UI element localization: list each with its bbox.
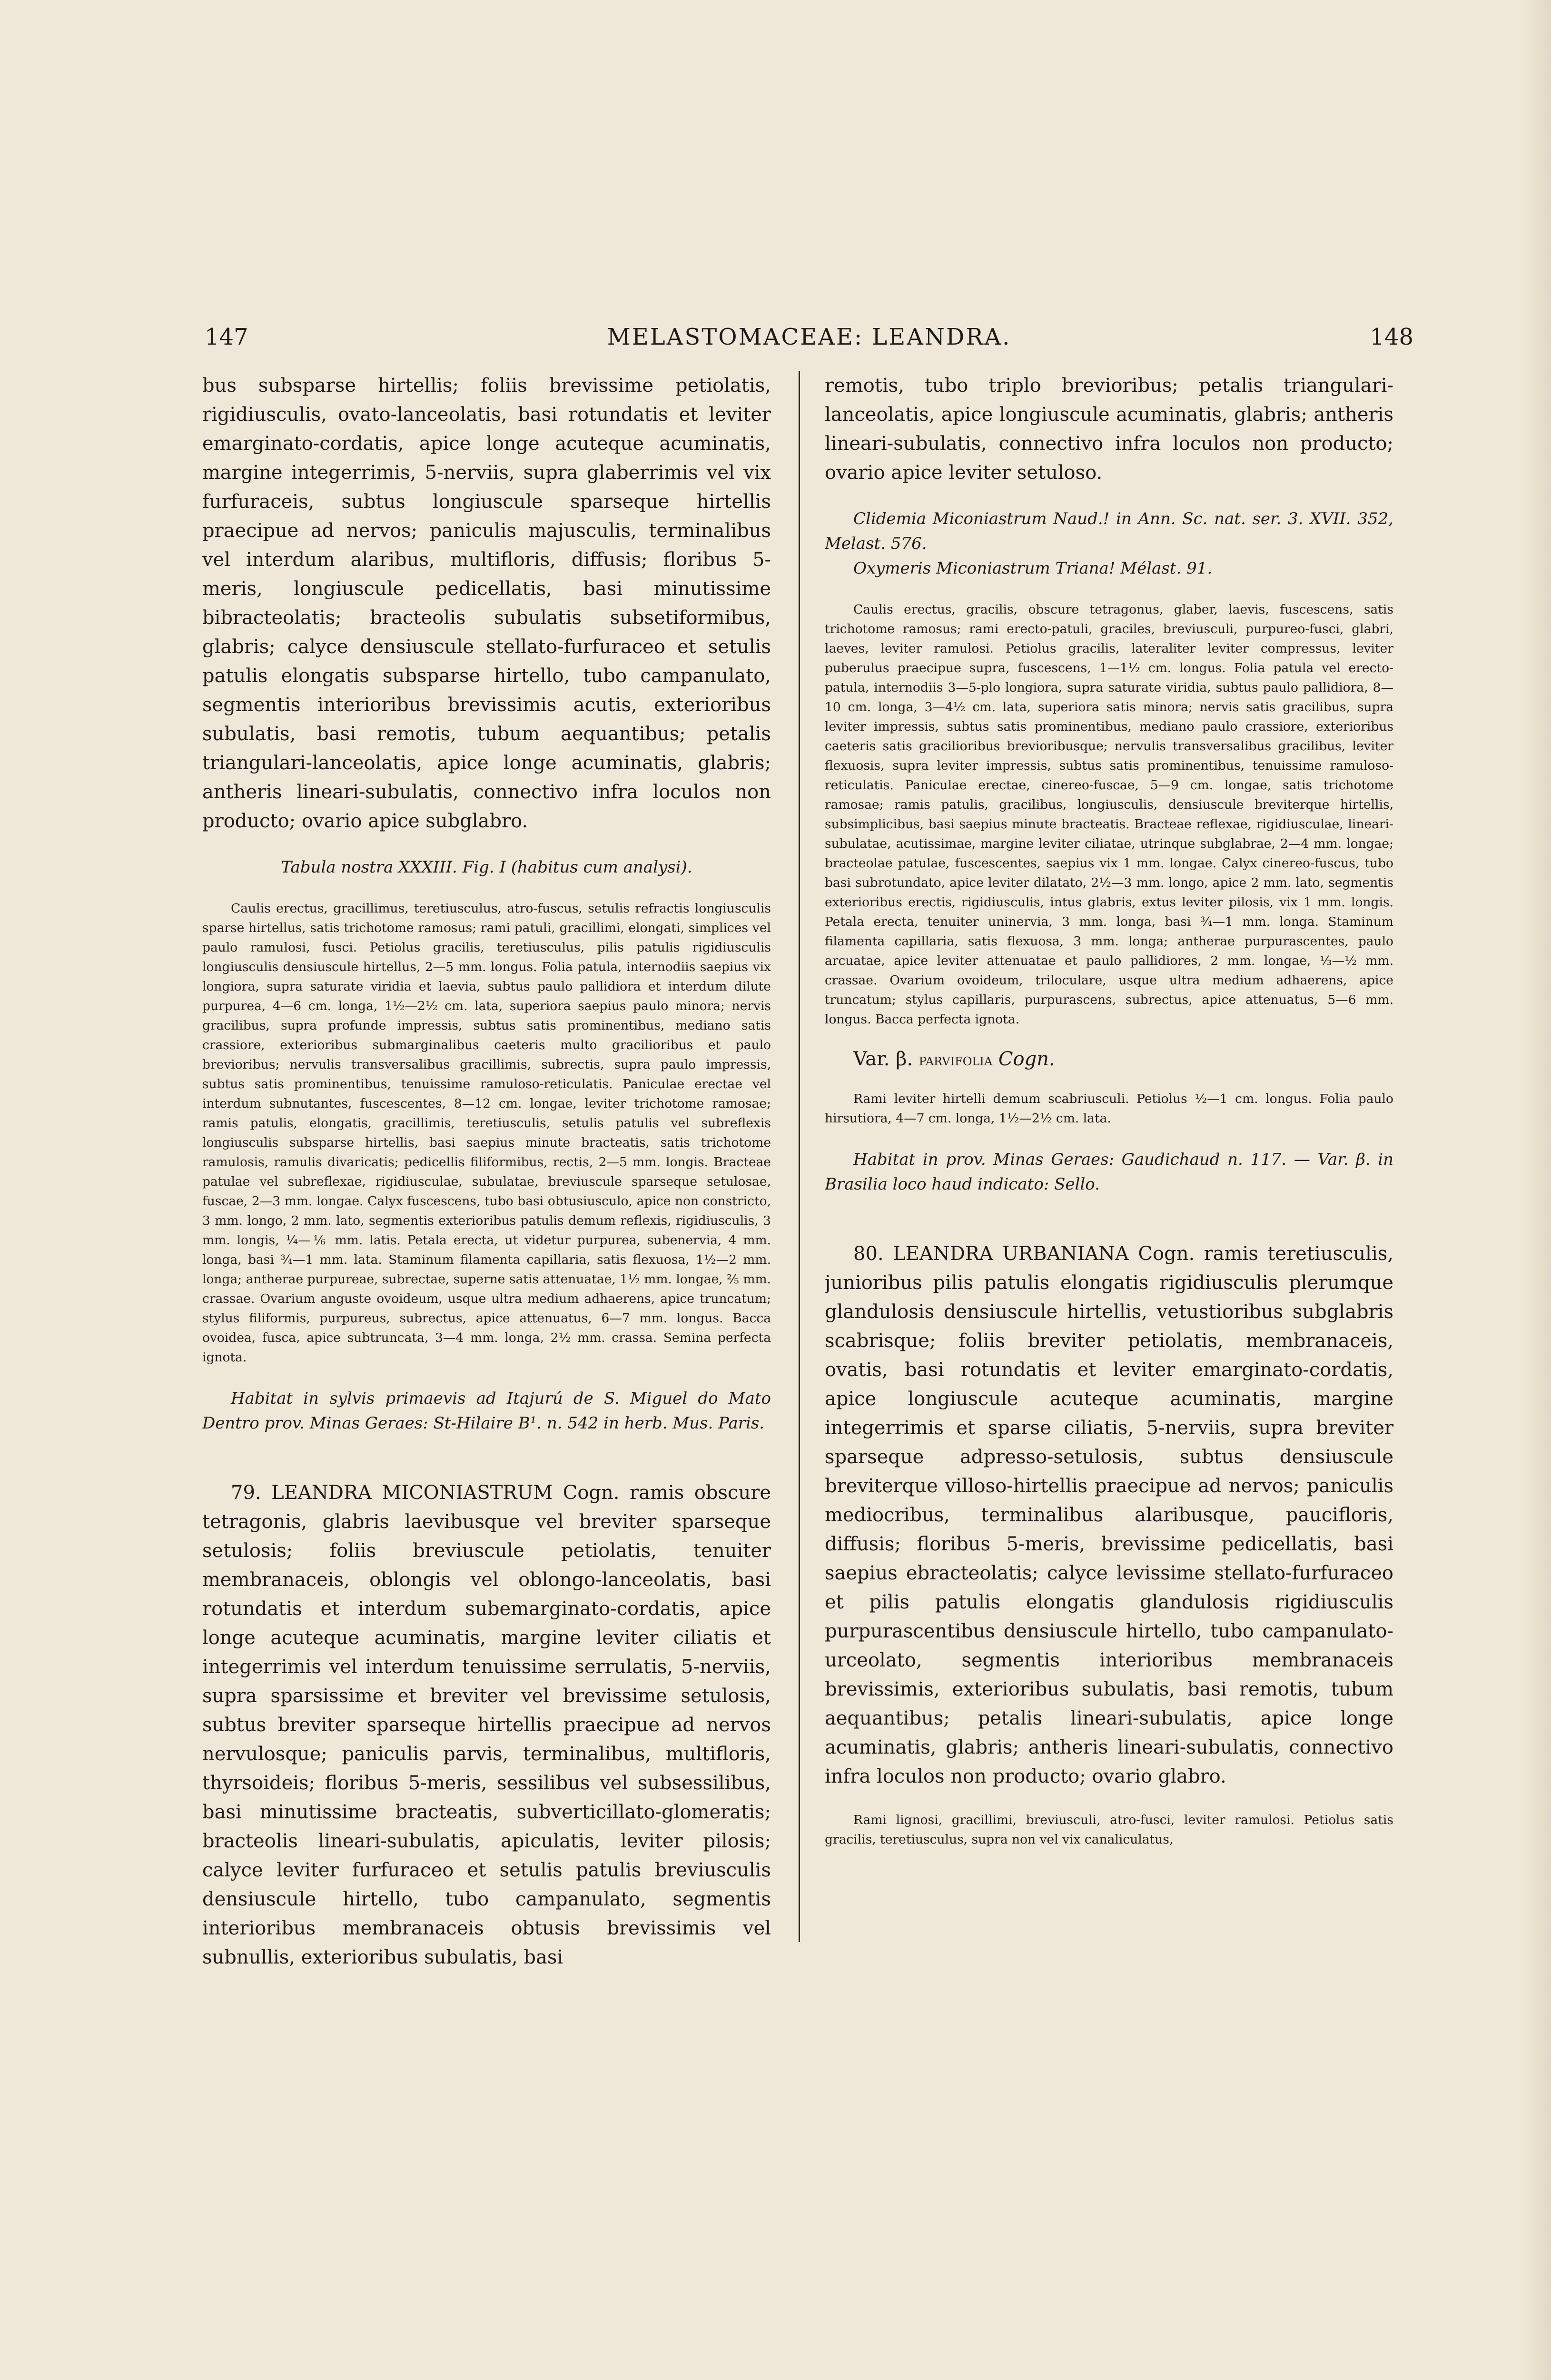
species-80-description: Rami lignosi, gracillimi, breviusculi, atro-fusci, leviter ramulosi. Petiolus satis gracilis, teretiusculus, supra non vel vix canaliculatus, [825, 1813, 1393, 1847]
variety-heading [825, 1048, 1393, 1070]
species-80-entry [825, 1240, 1393, 1791]
diagnosis-continuation: bus subsparse hirtellis; foliis brevissime petiolatis, rigidiusculis, ovato-lanceolatis, basi rotundatis et leviter emarginato-cordatis, apice longe acuteque acuminatis, margine integerrimis, 5-nerviis, supra glaberrimis vel vix furfuraceis, subtus longiuscule sparseque hirtellis praecipue ad nervos; paniculis majusculis, terminalibus vel interdum alaribus, multifloris, diffusis; floribus 5-meris, longiuscule pedicellatis, basi minutissime bibracteolatis; bracteolis subulatis subsetiformibus, glabris; calyce densiuscule stellato-furfuraceo et setulis patulis elongatis subsparse hirtello, tubo campanulato, segmentis interioribus brevissimis acutis, exterioribus subulatis, basi remotis, tubum aequantibus; petalis triangulari-lanceolatis, apice longe acuminatis, glabris; antheris lineari-subulatis, connectivo infra loculos non producto; ovario apice subglabro. [202, 375, 771, 832]
habitat-note: Habitat in sylvis primaevis ad Itajurú de S. Miguel do Mato Dentro prov. Minas Geraes: St-Hilaire B¹. n. 542 in herb. Mus. Paris. [202, 1389, 771, 1433]
running-header [205, 324, 1413, 357]
left-column [202, 371, 771, 2085]
species-79-diagnosis: ramis obscure tetragonis, glabris laevibusque vel breviter sparseque setulosis; foliis breviuscule petiolatis, tenuiter membranaceis, oblongis vel oblongo-lanceolatis, basi rotundatis et interdum subemarginato-cordatis, apice longe acuteque acuminatis, margine leviter ciliatis et integerrimis vel interdum tenuissime serrulatis, 5-nerviis, supra sparsissime et breviter vel brevissime setulosis, subtus breviter sparseque hirtellis praecipue ad nervos nervulosque; paniculis parvis, terminalibus, multifloris, thyrsoideis; floribus 5-meris, sessilibus vel subsessilibus, basi minutissime bracteatis, subverticillato-glomeratis; bracteolis lineari-subulatis, apiculatis, leviter pilosis; calyce leviter furfuraceo et setulis patulis breviusculis densiuscule hirtello, tubo campanulato, segmentis interioribus membranaceis obtusis brevissimis vel subnullis, exterioribus subulatis, basi [202, 1482, 771, 1968]
species-description: Caulis erectus, gracillimus, teretiusculus, atro-fuscus, setulis refractis longiusculis sparse hirtellus, satis trichotome ramosus; rami patuli, gracillimi, elongati, simplices vel paulo ramulosi, fusci. Petiolus gracilis, teretiusculus, pilis patulis rigidiusculis longiusculis densiuscule hirtellus, 2—5 mm. longus. Folia patula, internodiis saepius vix longiora, supra saturate viridia et laevia, subtus paulo pallidiora et interdum dilute purpurea, 4—6 cm. longa, 1½—2½ cm. lata, superiora saepius paulo minora; nervis gracilibus, supra profunde impressis, subtus satis prominentibus, mediano satis crassiore, exterioribus submarginalibus caeteris multo gracilioribus et paulo brevioribus; nervulis transversalibus gracillimis, subrectis, supra paulo impressis, subtus satis prominentibus, tenuissime ramuloso-reticulatis. Paniculae erectae vel interdum subnutantes, fuscescentes, 8—12 cm. longae, leviter trichotome ramosae; ramis patulis, elongatis, gracillimis, teretiusculis, setulis patulis vel subreflexis longiusculis subsparse hirtellis, basi saepius minute bracteatis, satis trichotome ramulosis, ramulis divaricatis; pedicellis filiformibus, rectis, 2—5 mm. longis. Bracteae patulae vel subreflexae, rigidiusculae, subulatae, breviuscule sparseque setulosae, fuscae, 2—3 mm. longae. Calyx fuscescens, tubo basi obtusiusculo, apice non constricto, 3 mm. longo, 2 mm. lato, segmentis exterioribus patulis demum reflexis, rigidiusculis, 3 mm. longis, ¼—⅙ mm. latis. Petala erecta, ut videtur purpurea, subenervia, 4 mm. longa, basi ¾—1 mm. lata. Staminum filamenta capillaria, satis flexuosa, 1½—2 mm. longa; antherae purpureae, subrectae, superne satis attenuatae, 1½ mm. longae, ⅖ mm. crassae. Ovarium anguste ovoideum, usque ultra medium adhaerens, apice truncatum; stylus filiformis, purpureus, subrectus, apice attenuatus, 6—7 mm. longus. Bacca ovoidea, fusca, apice subtruncata, 3—4 mm. longa, 2½ mm. crassa. Semina perfecta ignota. [202, 901, 771, 1365]
page-number-left: 147 [205, 324, 248, 350]
species-80-heading: 80. LEANDRA URBANIANA Cogn. [853, 1243, 1195, 1265]
variety-name: parvifolia [919, 1051, 993, 1070]
page-number-right: 148 [1370, 324, 1413, 350]
habitat-note-right: Habitat in prov. Minas Geraes: Gaudichaud n. 117. — Var. β. in Brasilia loco haud indicato: Sello. [825, 1150, 1393, 1194]
right-column [825, 371, 1393, 2085]
species-79-heading: 79. LEANDRA MICONIASTRUM Cogn. [231, 1482, 620, 1504]
column-divider [799, 371, 800, 1942]
species-79-entry [202, 1478, 771, 1972]
species-80-diagnosis: ramis teretiusculis, junioribus pilis patulis elongatis rigidiusculis plerumque glandulosis densiuscule hirtellis, vetustioribus subglabris scabrisque; foliis breviter petiolatis, membranaceis, ovatis, basi rotundatis et leviter emarginato-cordatis, apice longiuscule acuteque acuminatis, margine integerrimis et sparse ciliatis, 5-nerviis, supra breviter sparseque adpresso-setulosis, subtus densiuscule breviterque villoso-hirtellis praecipue ad nervos; paniculis mediocribus, terminalibus alaribusque, paucifloris, diffusis; floribus 5-meris, brevissime pedicellatis, basi saepius ebracteolatis; calyce levissime stellato-furfuraceo et pilis patulis elongatis glandulosis rigidiusculis purpurascentibus densiuscule hirtello, tubo campanulato-urceolato, segmentis interioribus membranaceis brevissimis, exterioribus subulatis, basi remotis, tubum aequantibus; petalis lineari-subulatis, apice longe acuminatis, glabris; antheris lineari-subulatis, connectivo infra loculos non producto; ovario glabro. [825, 1243, 1393, 1787]
synonym-reference-1: Clidemia Miconiastrum Naud.! in Ann. Sc. nat. ser. 3. XVII. 352, Melast. 576. [825, 509, 1393, 553]
running-title: MELASTOMACEAE: LEANDRA. [607, 324, 1011, 350]
variety-author: Cogn. [998, 1048, 1055, 1070]
plate-reference: Tabula nostra XXXIII. Fig. I (habitus cum analysi). [281, 858, 692, 877]
species-description-right: Caulis erectus, gracilis, obscure tetragonus, glaber, laevis, fuscescens, satis trichotome ramosus; rami erecto-patuli, graciles, breviusculi, purpureo-fusci, glabri, laeves, leviter ramulosi. Petiolus gracilis, lateraliter leviter compressus, leviter puberulus praecipue supra, fuscescens, 1—1½ cm. longus. Folia patula vel erecto-patula, internodiis 3—5-plo longiora, supra saturate viridia, subtus paulo pallidiora, 8—10 cm. longa, 3—4½ cm. lata, superiora satis minora; nervis satis gracilibus, supra leviter impressis, subtus satis prominentibus, mediano paulo crassiore, exterioribus caeteris satis gracilioribus brevioribusque; nervulis transversalibus gracilibus, leviter flexuosis, supra leviter impressis, subtus satis prominentibus, tenuissime ramuloso-reticulatis. Paniculae erectae, cinereo-fuscae, 5—9 cm. longae, satis trichotome ramosae; ramis patulis, gracilibus, longiusculis, densiuscule breviterque hirtellis, subsimplicibus, basi saepius minute bracteatis. Bracteae reflexae, rigidiusculae, lineari-subulatae, acutissimae, margine leviter ciliatae, utrinque subglabrae, 2—4 mm. longae; bracteolae patulae, fuscescentes, saepius vix 1 mm. longae. Calyx cinereo-fuscus, tubo basi subrotundato, apice leviter dilatato, 2½—3 mm. longo, apice 2 mm. lato, segmentis exterioribus erectis, rigidiusculis, intus glabris, extus leviter pilosis, vix 1 mm. longis. Petala erecta, tenuiter uninervia, 3 mm. longa, basi ¾—1 mm. longa. Staminum filamenta capillaria, satis flexuosa, 3 mm. longa; antherae purpurascentes, paulo arcuatae, apice leviter attenuatae et paulo pallidiores, 2 mm. longae, ⅓—½ mm. crassae. Ovarium ovoideum, triloculare, usque ultra medium adhaerens, apice truncatum; stylus capillaris, purpurascens, subrectus, apice attenuatus, 5—6 mm. longus. Bacca perfecta ignota. [825, 602, 1393, 1027]
variety-label: Var. β. [853, 1048, 913, 1070]
page-edge-shadow [1522, 0, 1551, 2380]
diagnosis-continuation-right: remotis, tubo triplo brevioribus; petalis triangulari-lanceolatis, apice longiuscule acuminatis, glabris; antheris lineari-subulatis, connectivo infra loculos non producto; ovario apice leviter setuloso. [825, 375, 1393, 484]
synonym-reference-2: Oxymeris Miconiastrum Triana! Mélast. 91. [853, 559, 1213, 578]
variety-description: Rami leviter hirtelli demum scabriusculi. Petiolus ½—1 cm. longus. Folia paulo hirsutiora, 4—7 cm. longa, 1½—2½ cm. lata. [825, 1091, 1393, 1126]
